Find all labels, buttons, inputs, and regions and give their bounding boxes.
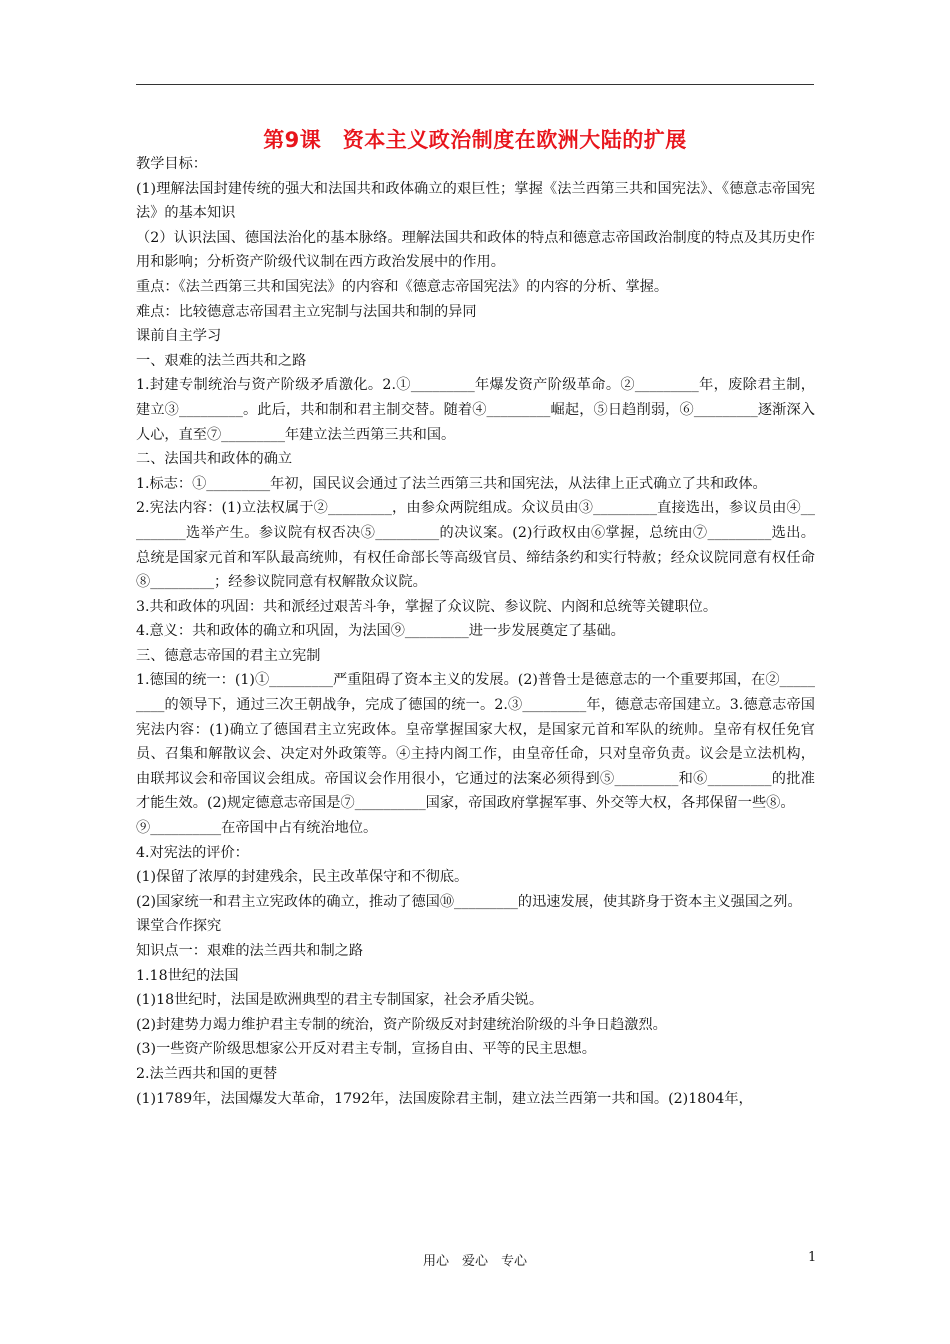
- part-2-item-4: 4.意义：共和政体的确立和巩固，为法国⑨_________进一步发展奠定了基础。: [136, 623, 625, 640]
- evaluation-2: (2)国家统一和君主立宪政体的确立，推动了德国⑩_________的迅速发展，使其跻身于资本主义强国之列。: [136, 893, 802, 910]
- part-2-heading: 二、法国共和政体的确立: [136, 451, 293, 468]
- kp1-point-1: (1)18世纪时，法国是欧洲典型的君主专制国家，社会矛盾尖锐。: [136, 992, 544, 1009]
- section-heading-inclass: 课堂合作探究: [136, 918, 222, 935]
- kp1-heading-republics: 2.法兰西共和国的更替: [136, 1065, 278, 1082]
- knowledge-point-1: 知识点一：艰难的法兰西共和制之路: [136, 943, 364, 959]
- part-2-item-3: 3.共和政体的巩固：共和派经过艰苦斗争，掌握了众议院、参议院、内阁和总统等关键职位。: [136, 598, 718, 615]
- objective-2: （2）认识法国、德国法治化的基本脉络。理解法国共和政体的特点和德意志帝国政治制度的特点及其历史作用和影响；分析资产阶级代议制在西方政治发展中的作用。: [136, 229, 815, 271]
- part-3-item-1: 1.德国的统一：(1)①_________严重阻碍了资本主义的发展。(2)普鲁士是德意志的一个重要邦国，在②_________的领导下，通过三次王朝战争，完成了德国的统一。2.③_________年，德意志帝国建立。3.德意志帝国宪法内容：(1)确立了德国君主立宪政体。皇帝掌握国家大权，是国家元首和军队的统帅。皇帝有权任免官员、召集和解散议会、决定对外政策等。④主持内阁工作，由皇帝任命，只对皇帝负责。议会是立法机构，由联邦议会和帝国议会组成。帝国议会作用很小，它通过的法案必须得到⑤_________和⑥_________的批准才能生效。(2)规定德意志帝国是⑦__________国家，帝国政府掌握军事、外交等大权，各邦保留一些⑧。: [136, 672, 815, 812]
- header-rule: [136, 84, 814, 85]
- evaluation-1: (1)保留了浓厚的封建残余，民主改革保守和不彻底。: [136, 869, 469, 886]
- objective-1: (1)理解法国封建传统的强大和法国共和政体确立的艰巨性；掌握《法兰西第三共和国宪法》、《德意志帝国宪法》的基本知识: [136, 180, 815, 222]
- lesson-title: 第9课 资本主义政治制度在欧洲大陆的扩展: [263, 128, 687, 152]
- part-2-item-1: 1.标志：①_________年初，国民议会通过了法兰西第三共和国宪法，从法律上正式确立了共和政体。: [136, 475, 767, 492]
- key-points: 重点：《法兰西第三共和国宪法》的内容和《德意志帝国宪法》的内容的分析、掌握。: [136, 278, 669, 295]
- part-3-heading: 三、德意志帝国的君主立宪制: [136, 647, 321, 664]
- document-body: [136, 152, 815, 1111]
- difficult-points: 难点：比较德意志帝国君主立宪制与法国共和制的异同: [136, 303, 477, 320]
- kp1-republics-text: (1)1789年，法国爆发大革命，1792年，法国废除君主制，建立法兰西第一共和国。(2)1804年，: [136, 1090, 753, 1107]
- part-2-item-2: 2.宪法内容：(1)立法权属于②_________，由参众两院组成。众议员由③_________直接选出，参议员由④_________选举产生。参议院有权否决⑤_________的决议案。(2)行政权由⑥掌握，总统由⑦_________选出。总统是国家元首和军队最高统帅，有权任命部长等高级官员、缔结条约和实行特赦；经众议院同意有权任命⑧_________；经参议院同意有权解散众议院。: [136, 500, 815, 591]
- part-1-item-1: 1.封建专制统治与资产阶级矛盾激化。2.①_________年爆发资产阶级革命。②_________年，废除君主制，建立③_________。此后，共和制和君主制交替。随着④_________崛起，⑤日趋削弱，⑥_________逐渐深入人心，直至⑦_________年建立法兰西第三共和国。: [136, 377, 815, 443]
- objectives-heading: 教学目标：: [136, 156, 207, 172]
- part-1-heading: 一、艰难的法兰西共和之路: [136, 352, 307, 369]
- part-3-item-1-cont: ⑨__________在帝国中占有统治地位。: [136, 820, 378, 837]
- kp1-point-3: (3)一些资产阶级思想家公开反对君主专制，宣扬自由、平等的民主思想。: [136, 1041, 596, 1058]
- part-3-item-4: 4.对宪法的评价：: [136, 844, 249, 861]
- kp1-point-2: (2)封建势力竭力维护君主专制的统治，资产阶级反对封建统治阶级的斗争日趋激烈。: [136, 1016, 667, 1033]
- footer-motto: 用心 爱心 专心: [422, 1254, 527, 1269]
- page-number: 1: [808, 1250, 817, 1265]
- section-heading-preclass: 课前自主学习: [136, 328, 222, 345]
- kp1-heading-18th-century: 1.18世纪的法国: [136, 967, 239, 984]
